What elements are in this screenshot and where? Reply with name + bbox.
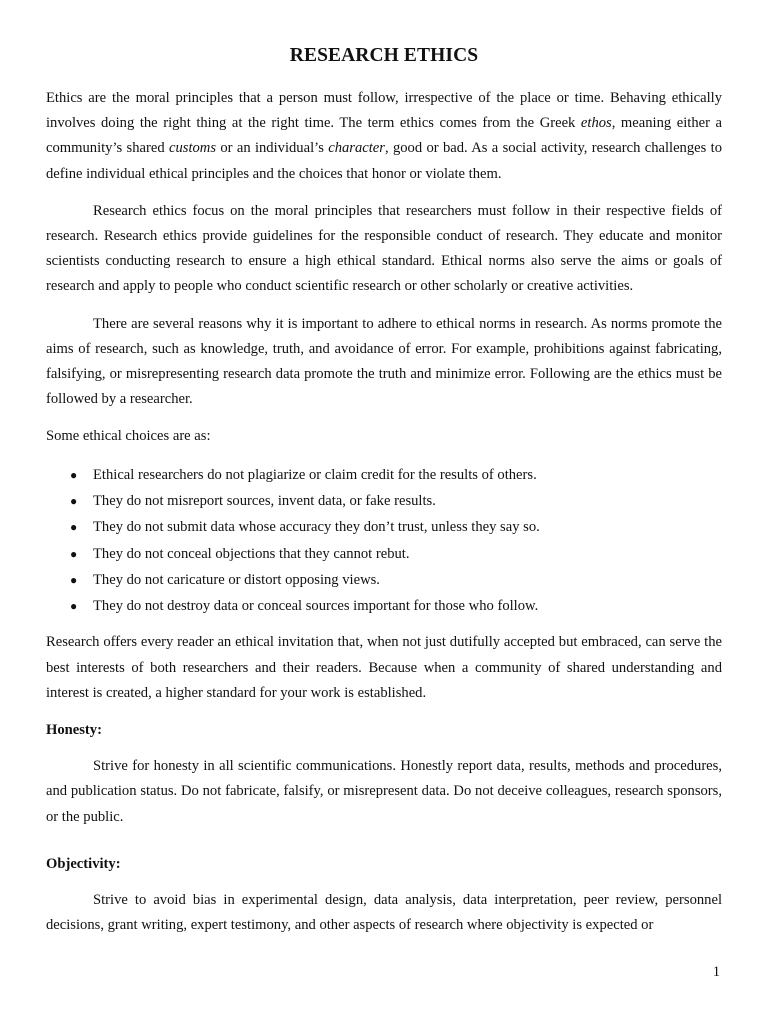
list-item-text: They do not destroy data or conceal sources important for those who follow. (93, 598, 539, 615)
research-ethics-paragraph: Research ethics focus on the moral principles that researchers must follow in their respective fields of research. Research ethics provide guidelines for the responsible conduct of research. They educate and monitor scientists conducting research to ensure a high ethical standard. Ethical norms also serve the aims or goals of research and apply to people who conduct scientific research or other scholarly or creative activities. (46, 202, 722, 295)
ethical-choices-list (46, 462, 722, 620)
list-item (46, 462, 722, 488)
bullet-icon: ● (70, 572, 78, 587)
intro-text-4: , good or bad. As a social activity, research challenges to define individual ethical principles and the choices that honor or violate them. (46, 140, 722, 182)
bullet-icon: ● (70, 546, 78, 561)
list-item-text: Ethical researchers do not plagiarize or claim credit for the results of others. (93, 466, 537, 483)
list-item-text: They do not misreport sources, invent data, or fake results. (93, 492, 436, 509)
honesty-paragraph: Strive for honesty in all scientific communications. Honestly report data, results, methods and procedures, and publication status. Do not fabricate, falsify, or misrepresent data. Do not deceive colleagues, research sponsors, or the public. (46, 758, 722, 825)
bullet-icon: ● (70, 493, 78, 508)
list-item-text: They do not conceal objections that they cannot rebut. (93, 545, 410, 562)
document-page (46, 44, 722, 950)
intro-text-2: , meaning either a community’s shared (46, 115, 722, 157)
intro-term-ethos: ethos (580, 115, 612, 132)
intro-term-character: character (328, 140, 385, 157)
bullet-icon: ● (70, 520, 78, 535)
intro-text-1: Ethics are the moral principles that a person must follow, irrespective of the place or time. Behaving ethically involves doing the right thing at the right time. The term ethics comes from the Greek (46, 90, 722, 132)
list-item-text: They do not submit data whose accuracy they don’t trust, unless they say so. (93, 519, 540, 536)
choices-intro: Some ethical choices are as: (46, 428, 211, 445)
list-item (46, 593, 722, 619)
document-title: RESEARCH ETHICS (289, 45, 479, 66)
page-number: 1 (712, 964, 720, 980)
list-item (46, 514, 722, 540)
bullet-icon: ● (70, 467, 78, 482)
list-item (46, 567, 722, 593)
intro-paragraph (46, 86, 722, 187)
intro-text-3: or an individual’s (216, 140, 329, 157)
honesty-heading: Honesty: (46, 722, 102, 739)
objectivity-paragraph: Strive to avoid bias in experimental design, data analysis, data interpretation, peer review, personnel decisions, grant writing, expert testimony, and other aspects of research where objectivity is expected or (46, 892, 722, 934)
objectivity-heading: Objectivity: (46, 855, 121, 872)
list-item (46, 488, 722, 514)
bullet-icon: ● (70, 599, 78, 614)
list-item-text: They do not caricature or distort opposing views. (93, 571, 380, 588)
invitation-paragraph: Research offers every reader an ethical invitation that, when not just dutifully accepted but embraced, can serve the best interests of both researchers and their readers. Because when a community of shared understanding and interest is created, a higher standard for your work is established. (46, 634, 722, 701)
list-item (46, 541, 722, 567)
intro-term-customs: customs (168, 140, 217, 157)
reasons-paragraph: There are several reasons why it is important to adhere to ethical norms in research. As norms promote the aims of research, such as knowledge, truth, and avoidance of error. For example, prohibitions against fabricating, falsifying, or misrepresenting research data promote the truth and minimize error. Following are the ethics must be followed by a researcher. (46, 315, 722, 408)
